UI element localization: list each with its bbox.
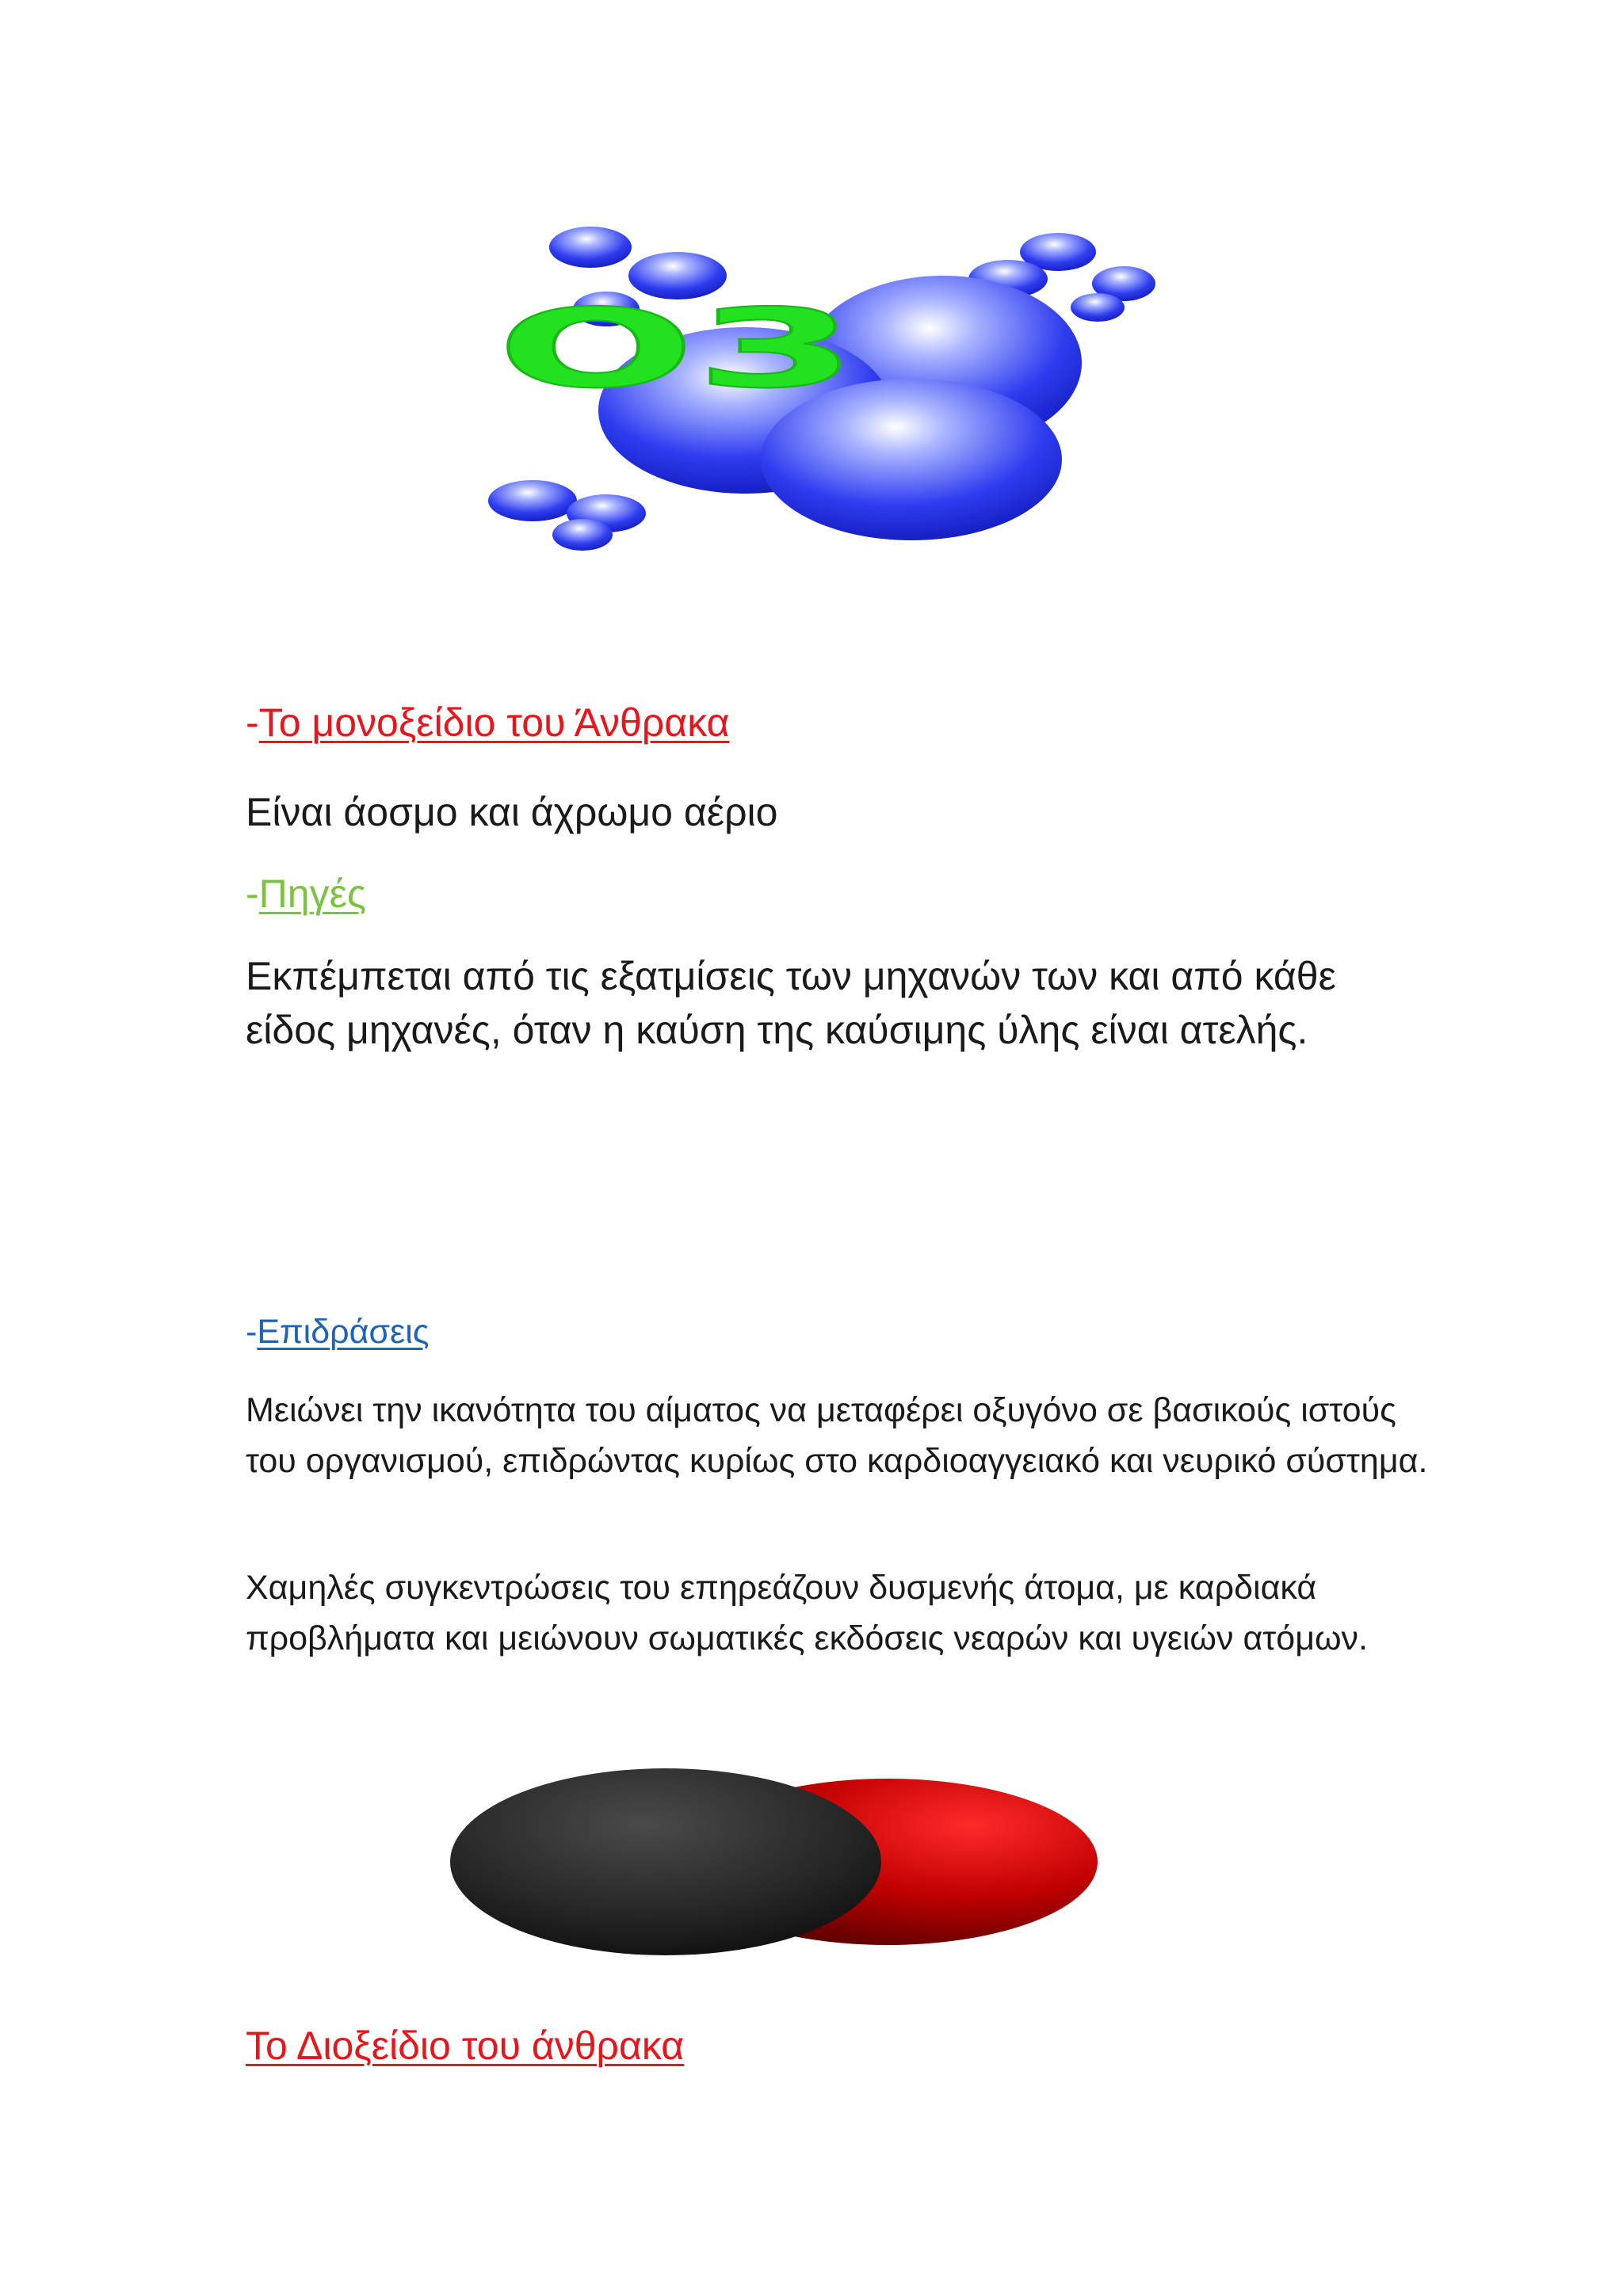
effects-heading-link[interactable]: Επιδράσεις [257,1313,430,1351]
sources-text: Εκπέμπεται από τις εξατμίσεις των μηχανών των και από κάθε είδος μηχανές, όταν η καύση της καύσιμης ύλης είναι ατελής. [246,954,1336,1052]
sources-heading-prefix: - [246,871,259,916]
co2-heading [246,2022,684,2069]
co-heading-link[interactable]: Το μονοξείδιο του Άνθρακα [258,700,730,745]
effects-heading-prefix: - [246,1313,258,1351]
co-heading [246,699,730,746]
effects-heading [246,1311,429,1352]
sources-heading [246,870,366,917]
co-heading-prefix: - [246,700,259,745]
co2-heading-link[interactable]: Το Διοξείδιο του άνθρακα [246,2023,685,2068]
ozone-formula-logo: O3 [496,286,858,413]
ozone-molecule-illustration [444,214,1205,570]
effects-paragraph-1: Μειώνει την ικανότητα του αίματος να μεταφέρει οξυγόνο σε βασικούς ιστούς του οργανισμού, επιδρώντας κυρίως στο καρδιοαγγειακό και νευρικό σύστημα. [246,1391,1428,1480]
co-molecule-illustration [444,1755,1125,1961]
effects-paragraph-2: Χαμηλές συγκεντρώσεις του επηρεάζουν δυσμενής άτομα, με καρδιακά προβλήματα και μειώνουν σωματικές εκδόσεις νεαρών και υγειών ατόμων. [246,1569,1368,1657]
carbon-atom [450,1768,881,1955]
co-description: Είναι άοσμο και άχρωμο αέριο [246,790,778,834]
sources-heading-link[interactable]: Πηγές [258,871,366,916]
